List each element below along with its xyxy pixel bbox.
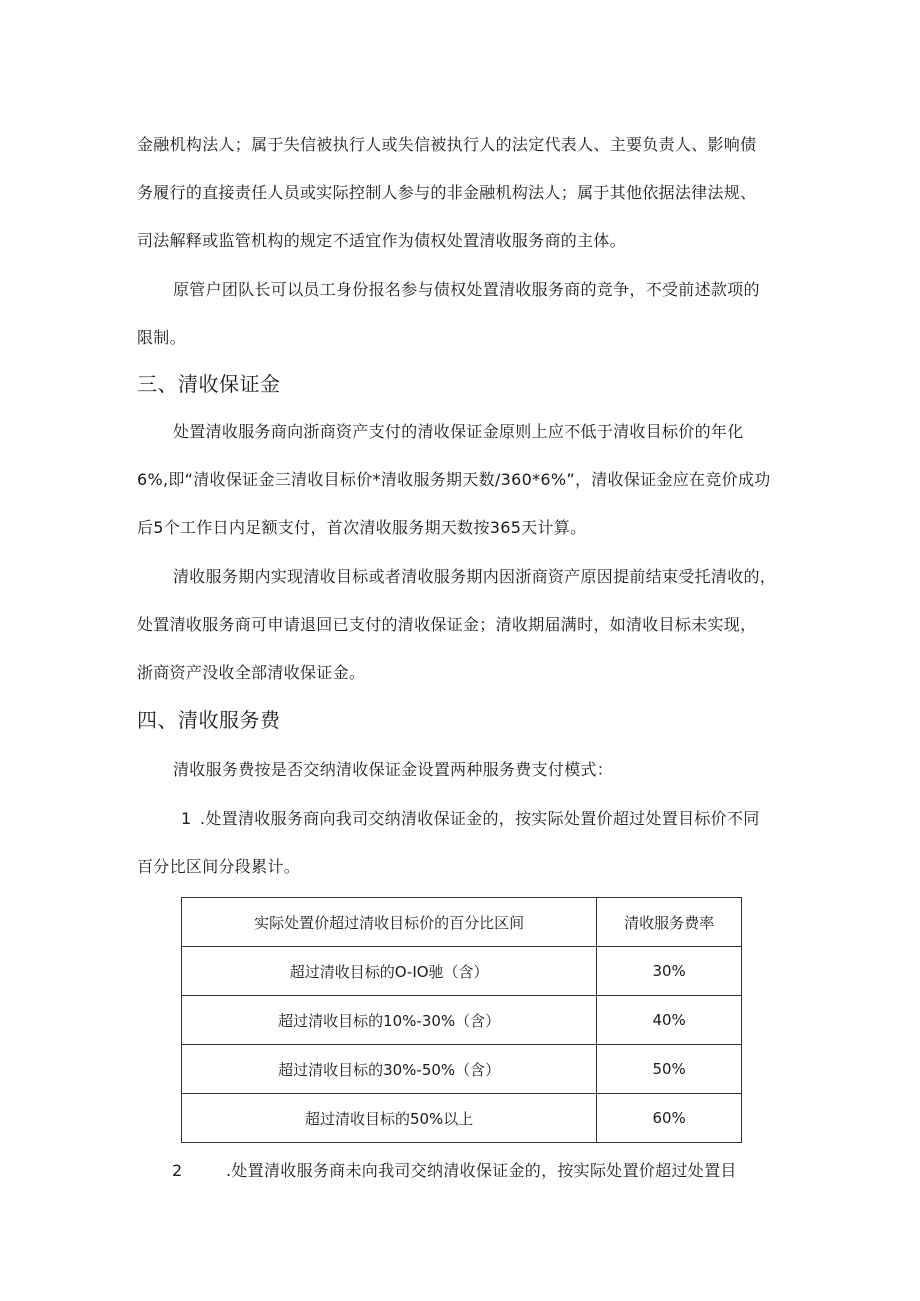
paragraph-eligibility-exclusions — [137, 121, 791, 265]
table-row — [182, 996, 742, 1045]
list-item-text: .处置清收服务商未向我司交纳清收保证金的，按实际处置价超过处置目 — [226, 1161, 737, 1180]
table-cell-range: 超过清收目标的50%以上 — [182, 1094, 597, 1143]
table-cell-rate: 40% — [597, 996, 742, 1045]
text-line: 原管户团队长可以员工身份报名参与债权处置清收服务商的竞争，不受前述款项的 — [173, 280, 760, 299]
text-line: 后5个工作日内足额支付，首次清收服务期天数按365天计算。 — [137, 518, 587, 537]
table-cell-rate: 60% — [597, 1094, 742, 1143]
paragraph-deposit-rule — [137, 408, 791, 552]
table-header-rate: 清收服务费率 — [597, 898, 742, 947]
text-line: 务履行的直接责任人员或实际控制人参与的非金融机构法人；属于其他依据法律法规、 — [137, 183, 757, 202]
text-line: 处置清收服务商向浙商资产支付的清收保证金原则上应不低于清收目标价的年化 — [173, 422, 744, 441]
section-heading-collection-deposit: 三、清收保证金 — [137, 372, 281, 396]
text-line: 处置清收服务商可申请退回已支付的清收保证金；清收期届满时，如清收目标未实现， — [137, 615, 757, 634]
table-cell-rate: 30% — [597, 947, 742, 996]
paragraph-deposit-refund — [137, 553, 791, 697]
fee-rate-table — [181, 897, 742, 1143]
table-row — [182, 947, 742, 996]
table-cell-range: 超过清收目标的30%-50%（含） — [182, 1045, 597, 1094]
list-item-text: .处置清收服务商向我司交纳清收保证金的，按实际处置价超过处置目标价不同 — [200, 809, 760, 828]
table-header-row — [182, 898, 742, 947]
list-item-number: 2 — [172, 1161, 183, 1180]
text-line: 限制。 — [137, 328, 186, 347]
list-item-number: 1 — [181, 809, 192, 828]
paragraph-fee-intro — [137, 746, 791, 794]
table-header-range: 实际处置价超过清收目标价的百分比区间 — [182, 898, 597, 947]
text-line: 金融机构法人；属于失信被执行人或失信被执行人的法定代表人、主要负责人、影响债 — [137, 135, 757, 154]
paragraph-team-leader-exception — [137, 266, 791, 362]
table-cell-rate: 50% — [597, 1045, 742, 1094]
text-line: 司法解释或监管机构的规定不适宜作为债权处置清收服务商的主体。 — [137, 231, 627, 250]
text-line: 清收服务期内实现清收目标或者清收服务期内因浙商资产原因提前结束受托清收的， — [173, 567, 777, 586]
table-row — [182, 1094, 742, 1143]
table-cell-range: 超过清收目标的O-IO驰（含） — [182, 947, 597, 996]
section-heading-service-fee: 四、清收服务费 — [137, 708, 281, 732]
text-line: 清收服务费按是否交纳清收保证金设置两种服务费支付模式： — [173, 760, 614, 779]
text-line: 浙商资产没收全部清收保证金。 — [137, 663, 366, 682]
text-line: 6%,即“清收保证金三清收目标价*清收服务期天数/360*6%”，清收保证金应在竞价成功 — [137, 470, 771, 489]
table-cell-range: 超过清收目标的10%-30%（含） — [182, 996, 597, 1045]
table-row — [182, 1045, 742, 1094]
list-item-text: 百分比区间分段累计。 — [137, 857, 301, 876]
